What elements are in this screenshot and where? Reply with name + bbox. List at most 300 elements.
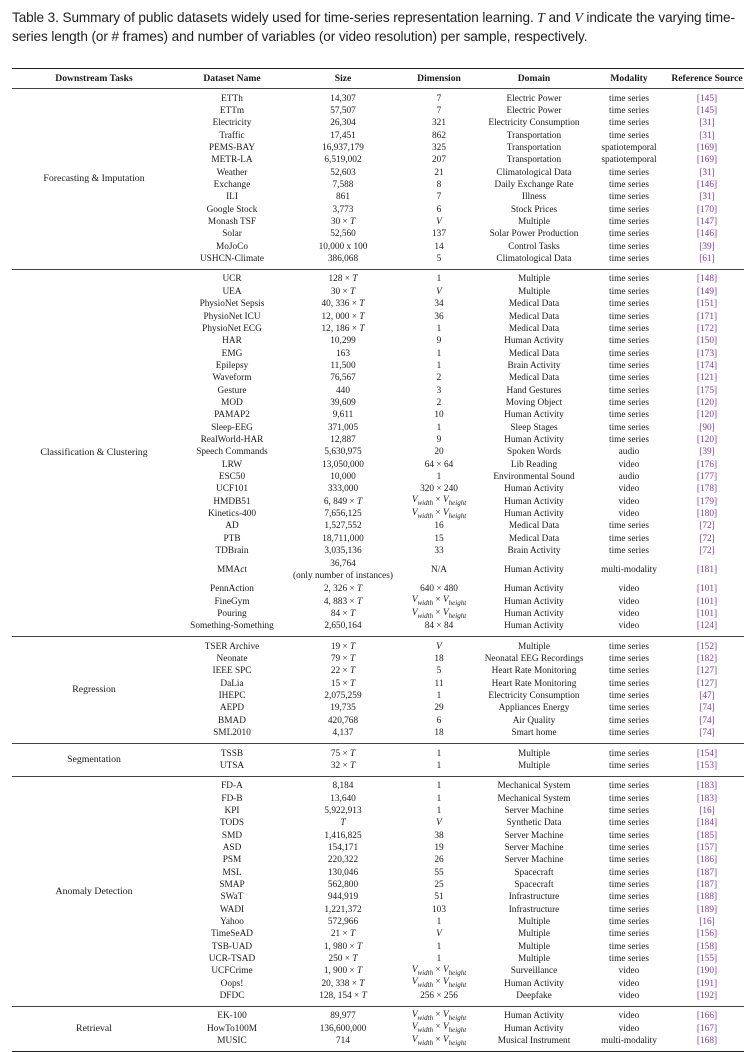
dimension-cell: 325 bbox=[432, 143, 446, 154]
domain-cell: Environmental Sound bbox=[493, 471, 575, 482]
domain-cell: Multiple bbox=[517, 916, 551, 927]
task-group bbox=[12, 637, 744, 743]
dimension-cell: 25 bbox=[434, 879, 444, 890]
domain-cell: Human Activity bbox=[504, 410, 564, 421]
domain-cell: Multiple bbox=[517, 760, 551, 771]
domain-cell: Smart home bbox=[511, 728, 557, 739]
dimension-cell: 1 bbox=[436, 781, 442, 792]
size-cell: 12, 000 × T bbox=[321, 311, 365, 322]
size-cell: 12, 186 × T bbox=[321, 323, 365, 334]
domain-cell: Medical Data bbox=[508, 311, 560, 322]
domain-cell: Server Machine bbox=[504, 855, 564, 866]
modality-cell: time series bbox=[608, 180, 650, 191]
domain-cell: Medical Data bbox=[508, 348, 560, 359]
header-domain: Domain bbox=[517, 73, 551, 84]
dataset-name-cell: MMAct bbox=[217, 565, 247, 576]
size-cell: 6,519,002 bbox=[324, 155, 362, 166]
modality-cell: multi-modality bbox=[601, 1036, 657, 1047]
table-row bbox=[176, 1011, 744, 1023]
dimension-cell: 55 bbox=[434, 867, 444, 878]
size-cell: 6, 849 × T bbox=[323, 496, 363, 507]
domain-cell: Human Activity bbox=[504, 584, 564, 595]
reference-cell: [152] bbox=[696, 641, 718, 652]
size-cell: 13,640 bbox=[330, 793, 356, 804]
table-row bbox=[176, 373, 744, 385]
dimension-cell: 20 bbox=[434, 447, 444, 458]
modality-cell: time series bbox=[608, 654, 650, 665]
dataset-name-cell: LRW bbox=[221, 459, 243, 470]
dataset-name-cell: MSL bbox=[222, 867, 242, 878]
caption-var-v: V bbox=[574, 10, 583, 25]
table-row bbox=[176, 929, 744, 941]
domain-cell: Human Activity bbox=[504, 1011, 564, 1022]
size-cell: 1,527,552 bbox=[324, 521, 362, 532]
size-cell: 84 × T bbox=[330, 609, 356, 620]
modality-cell: video bbox=[618, 596, 640, 607]
dimension-cell: 256 × 256 bbox=[420, 991, 458, 1002]
dimension-cell: 38 bbox=[434, 830, 444, 841]
size-cell: 1,221,372 bbox=[324, 904, 362, 915]
header-dataset-name: Dataset Name bbox=[203, 73, 261, 84]
domain-cell: Heart Rate Monitoring bbox=[491, 666, 577, 677]
table-row bbox=[176, 904, 744, 916]
modality-cell: time series bbox=[608, 715, 650, 726]
reference-cell: [127] bbox=[696, 666, 718, 677]
dataset-name-cell: UCR bbox=[222, 274, 242, 285]
dimension-cell: 26 bbox=[434, 855, 444, 866]
modality-cell: audio bbox=[618, 471, 640, 482]
size-cell: 386,068 bbox=[327, 254, 359, 265]
dimension-cell: 9 bbox=[436, 336, 442, 347]
dimension-cell: 18 bbox=[434, 654, 444, 665]
dimension-cell: 34 bbox=[434, 299, 444, 310]
table-row bbox=[176, 274, 744, 286]
reference-cell: [172] bbox=[696, 323, 718, 334]
dimension-cell: 1 bbox=[436, 471, 442, 482]
dimension-cell: $V_{width} \times V_{height}$ bbox=[411, 507, 467, 520]
modality-cell: time series bbox=[608, 254, 650, 265]
dimension-cell: 207 bbox=[432, 155, 446, 166]
reference-cell: [72] bbox=[699, 533, 715, 544]
reference-cell: [187] bbox=[696, 867, 718, 878]
size-cell: 30 × T bbox=[330, 286, 356, 297]
modality-cell: time series bbox=[608, 397, 650, 408]
domain-cell: Daily Exchange Rate bbox=[494, 180, 574, 191]
table-row bbox=[176, 93, 744, 105]
dimension-cell: $V_{width} \times V_{height}$ bbox=[411, 1009, 467, 1022]
size-cell: 32 × T bbox=[330, 760, 356, 771]
dataset-name-cell: HowTo100M bbox=[207, 1023, 257, 1034]
dimension-cell: 18 bbox=[434, 728, 444, 739]
reference-cell: [47] bbox=[699, 691, 715, 702]
dimension-cell: 862 bbox=[432, 130, 446, 141]
reference-cell: [177] bbox=[696, 471, 718, 482]
domain-cell: Human Activity bbox=[504, 565, 564, 576]
modality-cell: time series bbox=[608, 118, 650, 129]
header-size: Size bbox=[334, 73, 352, 84]
reference-cell: [186] bbox=[696, 855, 718, 866]
size-cell: 136,600,000 bbox=[319, 1023, 367, 1034]
domain-cell: Human Activity bbox=[504, 621, 564, 632]
reference-cell: [174] bbox=[696, 360, 718, 371]
size-cell: 79 × T bbox=[330, 654, 356, 665]
table-row bbox=[176, 558, 744, 584]
table-row bbox=[176, 253, 744, 265]
table-row bbox=[176, 459, 744, 471]
table-row bbox=[176, 678, 744, 690]
reference-cell: [74] bbox=[699, 703, 715, 714]
dataset-name-cell: PhysioNet Sepsis bbox=[199, 299, 265, 310]
domain-cell: Neonatal EEG Recordings bbox=[484, 654, 584, 665]
domain-cell: Spacecraft bbox=[514, 879, 554, 890]
modality-cell: time series bbox=[608, 916, 650, 927]
modality-cell: time series bbox=[608, 167, 650, 178]
reference-cell: [120] bbox=[696, 397, 718, 408]
reference-cell: [151] bbox=[696, 299, 718, 310]
domain-cell: Illness bbox=[521, 192, 547, 203]
modality-cell: time series bbox=[608, 422, 650, 433]
dataset-name-cell: TSER Archive bbox=[204, 641, 260, 652]
size-cell: 714 bbox=[336, 1036, 350, 1047]
size-cell: 30 × T bbox=[330, 217, 356, 228]
dataset-name-cell: AEPD bbox=[219, 703, 245, 714]
dimension-cell: 51 bbox=[434, 892, 444, 903]
task-label: Segmentation bbox=[67, 754, 121, 766]
modality-cell: time series bbox=[608, 666, 650, 677]
dataset-name-cell: MOD bbox=[221, 397, 243, 408]
dataset-name-cell: Google Stock bbox=[206, 204, 258, 215]
domain-cell: Multiple bbox=[517, 286, 551, 297]
dataset-name-cell: ETTh bbox=[221, 93, 243, 104]
table-row bbox=[176, 447, 744, 459]
table-row bbox=[176, 118, 744, 130]
dataset-name-cell: MoJoCo bbox=[215, 241, 249, 252]
dimension-cell: $V_{width} \times V_{height}$ bbox=[411, 964, 467, 977]
table-row bbox=[176, 653, 744, 665]
domain-cell: Hand Gestures bbox=[506, 385, 562, 396]
dimension-cell: 36 bbox=[434, 311, 444, 322]
dataset-name-cell: UTSA bbox=[219, 760, 245, 771]
table-row bbox=[176, 484, 744, 496]
dimension-cell: 6 bbox=[436, 715, 442, 726]
domain-cell: Server Machine bbox=[504, 830, 564, 841]
size-cell: 7,588 bbox=[332, 180, 354, 191]
domain-cell: Infrastructure bbox=[508, 904, 560, 915]
size-cell: 20, 338 × T bbox=[321, 978, 365, 989]
domain-cell: Electricity Consumption bbox=[488, 691, 580, 702]
size-cell: 1, 900 × T bbox=[323, 966, 363, 977]
reference-cell: [154] bbox=[696, 748, 718, 759]
table-row bbox=[176, 728, 744, 740]
domain-cell: Multiple bbox=[517, 954, 551, 965]
table-row bbox=[176, 241, 744, 253]
caption-text-3: indicate the varying time-series length (or # frames) and number of variables (or video resolution) per sample, respectively. bbox=[12, 10, 735, 44]
modality-cell: video bbox=[618, 509, 640, 520]
modality-cell: time series bbox=[608, 954, 650, 965]
dataset-name-cell: Yahoo bbox=[220, 916, 244, 927]
reference-cell: [150] bbox=[696, 336, 718, 347]
dataset-name-cell: Exchange bbox=[213, 180, 251, 191]
dimension-cell: 2 bbox=[436, 397, 442, 408]
dataset-name-cell: ILI bbox=[226, 192, 238, 203]
modality-cell: time series bbox=[608, 385, 650, 396]
table-row bbox=[176, 229, 744, 241]
table-row bbox=[176, 167, 744, 179]
domain-cell: Synthetic Data bbox=[506, 818, 562, 829]
domain-cell: Heart Rate Monitoring bbox=[491, 678, 577, 689]
dimension-cell: 1 bbox=[436, 360, 442, 371]
table-row bbox=[176, 703, 744, 715]
modality-cell: time series bbox=[608, 691, 650, 702]
dimension-cell: 15 bbox=[434, 533, 444, 544]
table-row bbox=[176, 508, 744, 520]
dataset-name-cell: Speech Commands bbox=[196, 447, 268, 458]
dimension-cell: 9 bbox=[436, 434, 442, 445]
reference-cell: [146] bbox=[696, 180, 718, 191]
size-cell: 39,609 bbox=[330, 397, 356, 408]
dimension-cell: 8 bbox=[436, 180, 442, 191]
size-cell: 21 × T bbox=[330, 929, 356, 940]
table-row bbox=[176, 545, 744, 557]
modality-cell: time series bbox=[608, 546, 650, 557]
domain-cell: Human Activity bbox=[504, 496, 564, 507]
size-cell: 333,000 bbox=[327, 484, 359, 495]
dataset-name-cell: TSB-UAD bbox=[211, 941, 253, 952]
size-cell: 57,507 bbox=[330, 106, 356, 117]
size-cell: 5,922,913 bbox=[324, 805, 362, 816]
table-row bbox=[176, 155, 744, 167]
dimension-cell: 7 bbox=[436, 106, 442, 117]
dataset-name-cell: PhysioNet ECG bbox=[202, 323, 262, 334]
dimension-cell: 640 × 480 bbox=[420, 584, 458, 595]
domain-cell: Human Activity bbox=[504, 978, 564, 989]
dataset-name-cell: Sleep-EEG bbox=[211, 422, 253, 433]
domain-cell: Human Activity bbox=[504, 484, 564, 495]
size-cell: 17,451 bbox=[330, 130, 356, 141]
dimension-cell: 3 bbox=[436, 385, 442, 396]
reference-cell: [147] bbox=[696, 217, 718, 228]
modality-cell: time series bbox=[608, 192, 650, 203]
table-row bbox=[176, 311, 744, 323]
modality-cell: time series bbox=[608, 533, 650, 544]
modality-cell: time series bbox=[608, 748, 650, 759]
table-row bbox=[176, 760, 744, 772]
modality-cell: time series bbox=[608, 941, 650, 952]
dataset-name-cell: Weather bbox=[216, 167, 248, 178]
domain-cell: Surveillance bbox=[510, 966, 558, 977]
table-row bbox=[176, 830, 744, 842]
reference-cell: [185] bbox=[696, 830, 718, 841]
domain-cell: Human Activity bbox=[504, 596, 564, 607]
dataset-name-cell: DaLia bbox=[220, 678, 244, 689]
size-cell: 128, 154 × T bbox=[319, 991, 367, 1002]
dimension-cell: 7 bbox=[436, 192, 442, 203]
modality-cell: video bbox=[618, 621, 640, 632]
dataset-name-cell: SMD bbox=[221, 830, 243, 841]
modality-cell: time series bbox=[608, 929, 650, 940]
dimension-cell: 7 bbox=[436, 93, 442, 104]
dimension-cell: 11 bbox=[434, 678, 444, 689]
reference-cell: [72] bbox=[699, 521, 715, 532]
table-row bbox=[176, 842, 744, 854]
domain-cell: Medical Data bbox=[508, 521, 560, 532]
dimension-cell: 14 bbox=[434, 241, 444, 252]
size-cell: 9,611 bbox=[332, 410, 354, 421]
size-cell: 52,603 bbox=[330, 167, 356, 178]
table-row bbox=[176, 1023, 744, 1035]
dataset-name-cell: Neonate bbox=[216, 654, 248, 665]
size-cell: 163 bbox=[336, 348, 350, 359]
modality-cell: time series bbox=[608, 805, 650, 816]
dataset-name-cell: IEEE SPC bbox=[212, 666, 252, 677]
size-cell: 5,630,975 bbox=[324, 447, 362, 458]
domain-cell: Infrastructure bbox=[508, 892, 560, 903]
table-row bbox=[176, 142, 744, 154]
modality-cell: video bbox=[618, 496, 640, 507]
reference-cell: [169] bbox=[696, 155, 718, 166]
domain-cell: Mechanical System bbox=[497, 781, 571, 792]
datasets-table bbox=[12, 68, 744, 1052]
domain-cell: Brain Activity bbox=[507, 546, 561, 557]
table-row bbox=[176, 336, 744, 348]
dataset-name-cell: PTB bbox=[223, 533, 241, 544]
reference-cell: [167] bbox=[696, 1023, 718, 1034]
modality-cell: time series bbox=[608, 867, 650, 878]
table-row bbox=[176, 192, 744, 204]
modality-cell: time series bbox=[608, 130, 650, 141]
table-row bbox=[176, 533, 744, 545]
reference-cell: [146] bbox=[696, 229, 718, 240]
dimension-cell: 137 bbox=[432, 229, 446, 240]
table-row bbox=[176, 966, 744, 978]
modality-cell: time series bbox=[608, 818, 650, 829]
modality-cell: time series bbox=[608, 728, 650, 739]
modality-cell: video bbox=[618, 1011, 640, 1022]
size-cell: 220,322 bbox=[327, 855, 359, 866]
reference-cell: [157] bbox=[696, 842, 718, 853]
reference-cell: [182] bbox=[696, 654, 718, 665]
dataset-name-cell: TSSB bbox=[220, 748, 244, 759]
table-row bbox=[176, 818, 744, 830]
reference-cell: [155] bbox=[696, 954, 718, 965]
dataset-name-cell: PEMS-BAY bbox=[208, 143, 256, 154]
domain-cell: Transportation bbox=[506, 155, 562, 166]
reference-cell: [191] bbox=[696, 978, 718, 989]
modality-cell: time series bbox=[608, 373, 650, 384]
domain-cell: Transportation bbox=[506, 143, 562, 154]
dataset-name-cell: Electricity bbox=[212, 118, 252, 129]
reference-cell: [74] bbox=[699, 728, 715, 739]
header-reference-source: Reference Source bbox=[671, 73, 743, 84]
dimension-cell: 1 bbox=[436, 941, 442, 952]
modality-cell: video bbox=[618, 978, 640, 989]
modality-cell: time series bbox=[608, 336, 650, 347]
reference-cell: [181] bbox=[696, 565, 718, 576]
modality-cell: time series bbox=[608, 842, 650, 853]
size-cell: 89,977 bbox=[330, 1011, 356, 1022]
modality-cell: time series bbox=[608, 904, 650, 915]
reference-cell: [16] bbox=[699, 805, 715, 816]
size-cell bbox=[288, 559, 398, 582]
size-cell: 15 × T bbox=[330, 678, 356, 689]
domain-cell: Multiple bbox=[517, 929, 551, 940]
dataset-name-cell: SWaT bbox=[220, 892, 244, 903]
size-cell: 440 bbox=[336, 385, 350, 396]
dimension-cell: 21 bbox=[434, 167, 444, 178]
size-cell: 75 × T bbox=[330, 748, 356, 759]
domain-cell: Multiple bbox=[517, 941, 551, 952]
domain-cell: Deepfake bbox=[516, 991, 552, 1002]
reference-cell: [149] bbox=[696, 286, 718, 297]
header-modality: Modality bbox=[610, 73, 648, 84]
dimension-cell: 1 bbox=[436, 274, 442, 285]
modality-cell: time series bbox=[608, 678, 650, 689]
dataset-name-cell: ASD bbox=[222, 842, 242, 853]
table-row bbox=[176, 521, 744, 533]
dataset-name-cell: KPI bbox=[224, 805, 240, 816]
table-body bbox=[12, 89, 744, 1051]
size-cell: 16,937,179 bbox=[322, 143, 364, 154]
modality-cell: video bbox=[618, 1023, 640, 1034]
domain-cell: Multiple bbox=[517, 641, 551, 652]
reference-cell: [168] bbox=[696, 1036, 718, 1047]
dimension-cell: V bbox=[436, 929, 442, 940]
dimension-cell: 10 bbox=[434, 410, 444, 421]
dimension-cell: $V_{width} \times V_{height}$ bbox=[411, 977, 467, 990]
table-row bbox=[176, 323, 744, 335]
size-cell: 8,184 bbox=[332, 781, 354, 792]
reference-cell: [179] bbox=[696, 496, 718, 507]
modality-cell: video bbox=[618, 609, 640, 620]
table-row bbox=[176, 397, 744, 409]
dataset-name-cell: MUSIC bbox=[217, 1036, 247, 1047]
domain-cell: Server Machine bbox=[504, 805, 564, 816]
domain-cell: Stock Prices bbox=[510, 204, 558, 215]
domain-cell: Musical Instrument bbox=[497, 1036, 571, 1047]
table-row bbox=[176, 410, 744, 422]
domain-cell: Spacecraft bbox=[514, 867, 554, 878]
size-cell: 14,307 bbox=[330, 93, 356, 104]
dimension-cell: 320 × 240 bbox=[420, 484, 458, 495]
modality-cell: time series bbox=[608, 879, 650, 890]
domain-cell: Control Tasks bbox=[508, 241, 560, 252]
size-cell: 13,050,000 bbox=[322, 459, 364, 470]
dimension-cell: V bbox=[436, 217, 442, 228]
modality-cell: time series bbox=[608, 830, 650, 841]
size-value: 36,764 bbox=[330, 559, 356, 570]
domain-cell: Appliances Energy bbox=[498, 703, 570, 714]
dataset-name-cell: PennAction bbox=[210, 584, 254, 595]
dataset-name-cell: IHEPC bbox=[218, 691, 246, 702]
size-cell: 19 × T bbox=[330, 641, 356, 652]
dataset-name-cell: Something-Something bbox=[190, 621, 274, 632]
modality-cell: time series bbox=[608, 217, 650, 228]
table-row bbox=[176, 867, 744, 879]
table-row bbox=[176, 1035, 744, 1047]
reference-cell: [171] bbox=[696, 311, 718, 322]
modality-cell: time series bbox=[608, 299, 650, 310]
dataset-name-cell: BMAD bbox=[218, 715, 246, 726]
table-row bbox=[176, 608, 744, 620]
table-row bbox=[176, 348, 744, 360]
reference-cell: [173] bbox=[696, 348, 718, 359]
reference-cell: [187] bbox=[696, 879, 718, 890]
table-row bbox=[176, 286, 744, 298]
table-row bbox=[176, 793, 744, 805]
dimension-cell: $V_{width} \times V_{height}$ bbox=[411, 1034, 467, 1047]
dataset-name-cell: Waveform bbox=[212, 373, 252, 384]
size-cell: 4, 883 × T bbox=[323, 596, 363, 607]
